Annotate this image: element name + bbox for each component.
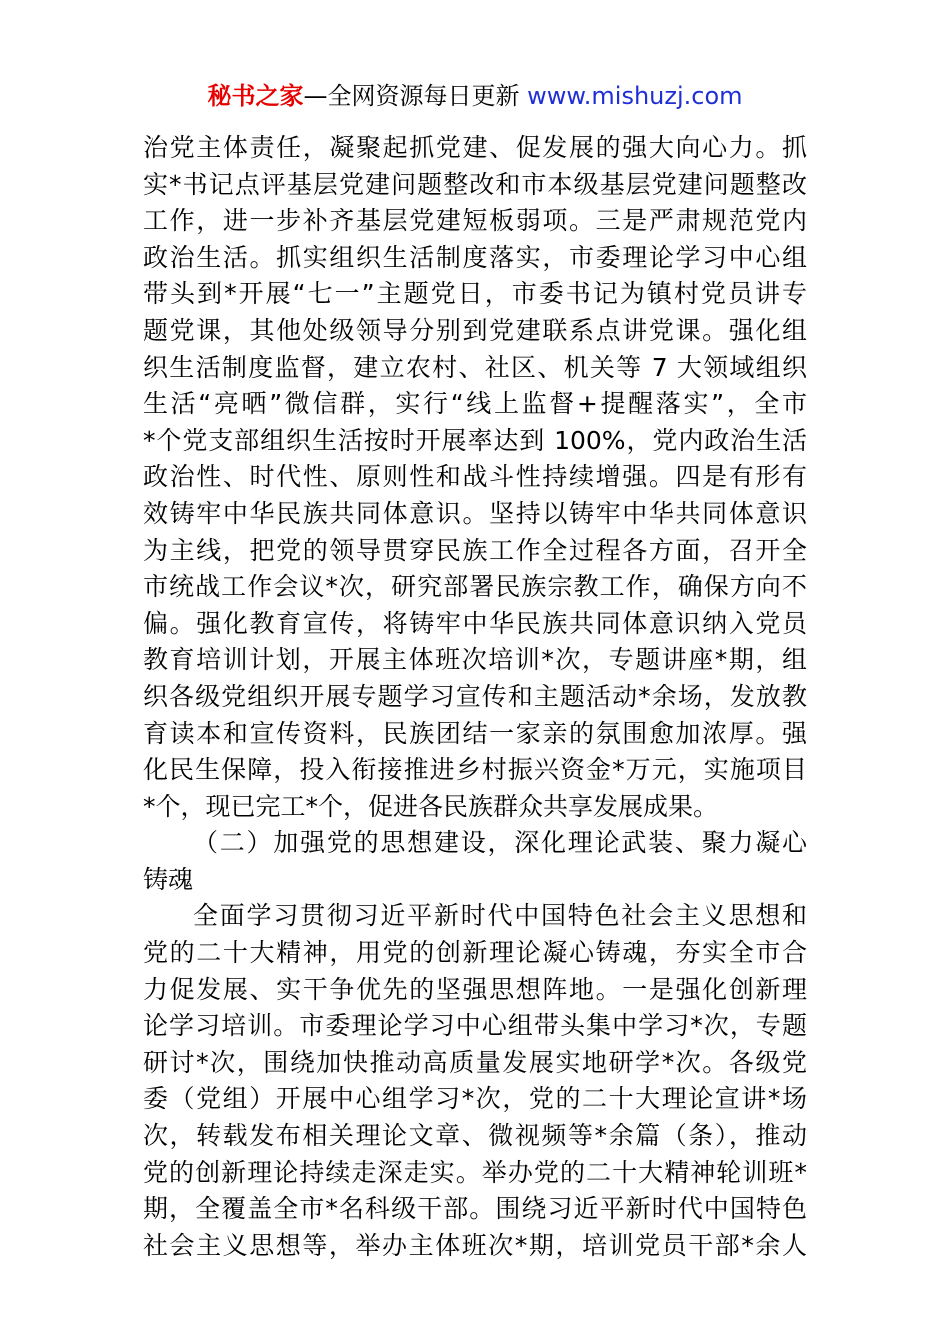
text-line: 治党主体责任，凝聚起抓党建、促发展的强大向心力。抓 xyxy=(143,133,807,162)
text-line: 实*书记点评基层党建问题整改和市本级基层党建问题整改 xyxy=(143,169,807,199)
text-line: *个党支部组织生活按时开展率达到 100%，党内政治生活 xyxy=(143,425,807,455)
text-line: 带头到*开展“七一”主题党日，市委书记为镇村党员讲专 xyxy=(143,279,807,309)
text-line: *个，现已完工*个，促进各民族群众共享发展成果。 xyxy=(143,791,719,821)
text-line: 题党课，其他处级领导分别到党建联系点讲党课。强化组 xyxy=(143,315,807,345)
text-line: 教育培训计划，开展主体班次培训*次，专题讲座*期，组 xyxy=(143,645,807,675)
text-line: 政治性、时代性、原则性和战斗性持续增强。四是有形有 xyxy=(143,462,807,492)
text-line: 委（党组）开展中心组学习*次，党的二十大理论宣讲*场 xyxy=(143,1084,807,1114)
text-line: 期，全覆盖全市*名科级干部。围绕习近平新时代中国特色 xyxy=(143,1194,807,1224)
text-line: 党的创新理论持续走深走实。举办党的二十大精神轮训班* xyxy=(143,1157,807,1187)
text-line: 政治生活。抓实组织生活制度落实，市委理论学习中心组 xyxy=(143,242,807,272)
page-header xyxy=(0,80,950,112)
text-line: 次，转载发布相关理论文章、微视频等*余篇（条），推动 xyxy=(143,1121,807,1151)
text-line: 全面学习贯彻习近平新时代中国特色社会主义思想和 xyxy=(193,901,807,931)
text-line: 市统战工作会议*次，研究部署民族宗教工作，确保方向不 xyxy=(143,572,807,602)
text-line: 效铸牢中华民族共同体意识。坚持以铸牢中华共同体意识 xyxy=(143,498,807,528)
document-body xyxy=(143,130,807,1264)
text-line: 力促发展、实干争优先的坚强思想阵地。一是强化创新理 xyxy=(143,974,807,1004)
text-line: 化民生保障，投入衔接推进乡村振兴资金*万元，实施项目 xyxy=(143,755,807,785)
text-line: 偏。强化教育宣传，将铸牢中华民族共同体意识纳入党员 xyxy=(143,608,807,638)
text-line: 生活“亮晒”微信群，实行“线上监督+提醒落实”，全市 xyxy=(143,389,807,419)
text-line: 为主线，把党的领导贯穿民族工作全过程各方面，召开全 xyxy=(143,535,807,565)
site-url-link[interactable]: www.mishuzj.com xyxy=(527,82,743,110)
brand-name: 秘书之家 xyxy=(207,82,304,110)
text-line: 织各级党组织开展专题学习宣传和主题活动*余场，发放教 xyxy=(143,681,807,711)
text-line: （二）加强党的思想建设，深化理论武装、聚力凝心 xyxy=(193,828,807,858)
text-line: 铸魂 xyxy=(143,864,194,894)
text-line: 织生活制度监督，建立农村、社区、机关等 7 大领域组织 xyxy=(143,352,807,382)
text-line: 论学习培训。市委理论学习中心组带头集中学习*次，专题 xyxy=(143,1011,807,1041)
text-line: 研讨*次，围绕加快推动高质量发展实地研学*次。各级党 xyxy=(143,1047,807,1077)
text-line: 社会主义思想等，举办主体班次*期，培训党员干部*余人 xyxy=(143,1230,807,1260)
text-line: 工作，进一步补齐基层党建短板弱项。三是严肃规范党内 xyxy=(143,206,807,236)
text-line: 党的二十大精神，用党的创新理论凝心铸魂，夯实全市合 xyxy=(143,938,807,968)
text-line: 育读本和宣传资料，民族团结一家亲的氛围愈加浓厚。强 xyxy=(143,718,807,748)
header-tagline: —全网资源每日更新 xyxy=(303,82,528,110)
